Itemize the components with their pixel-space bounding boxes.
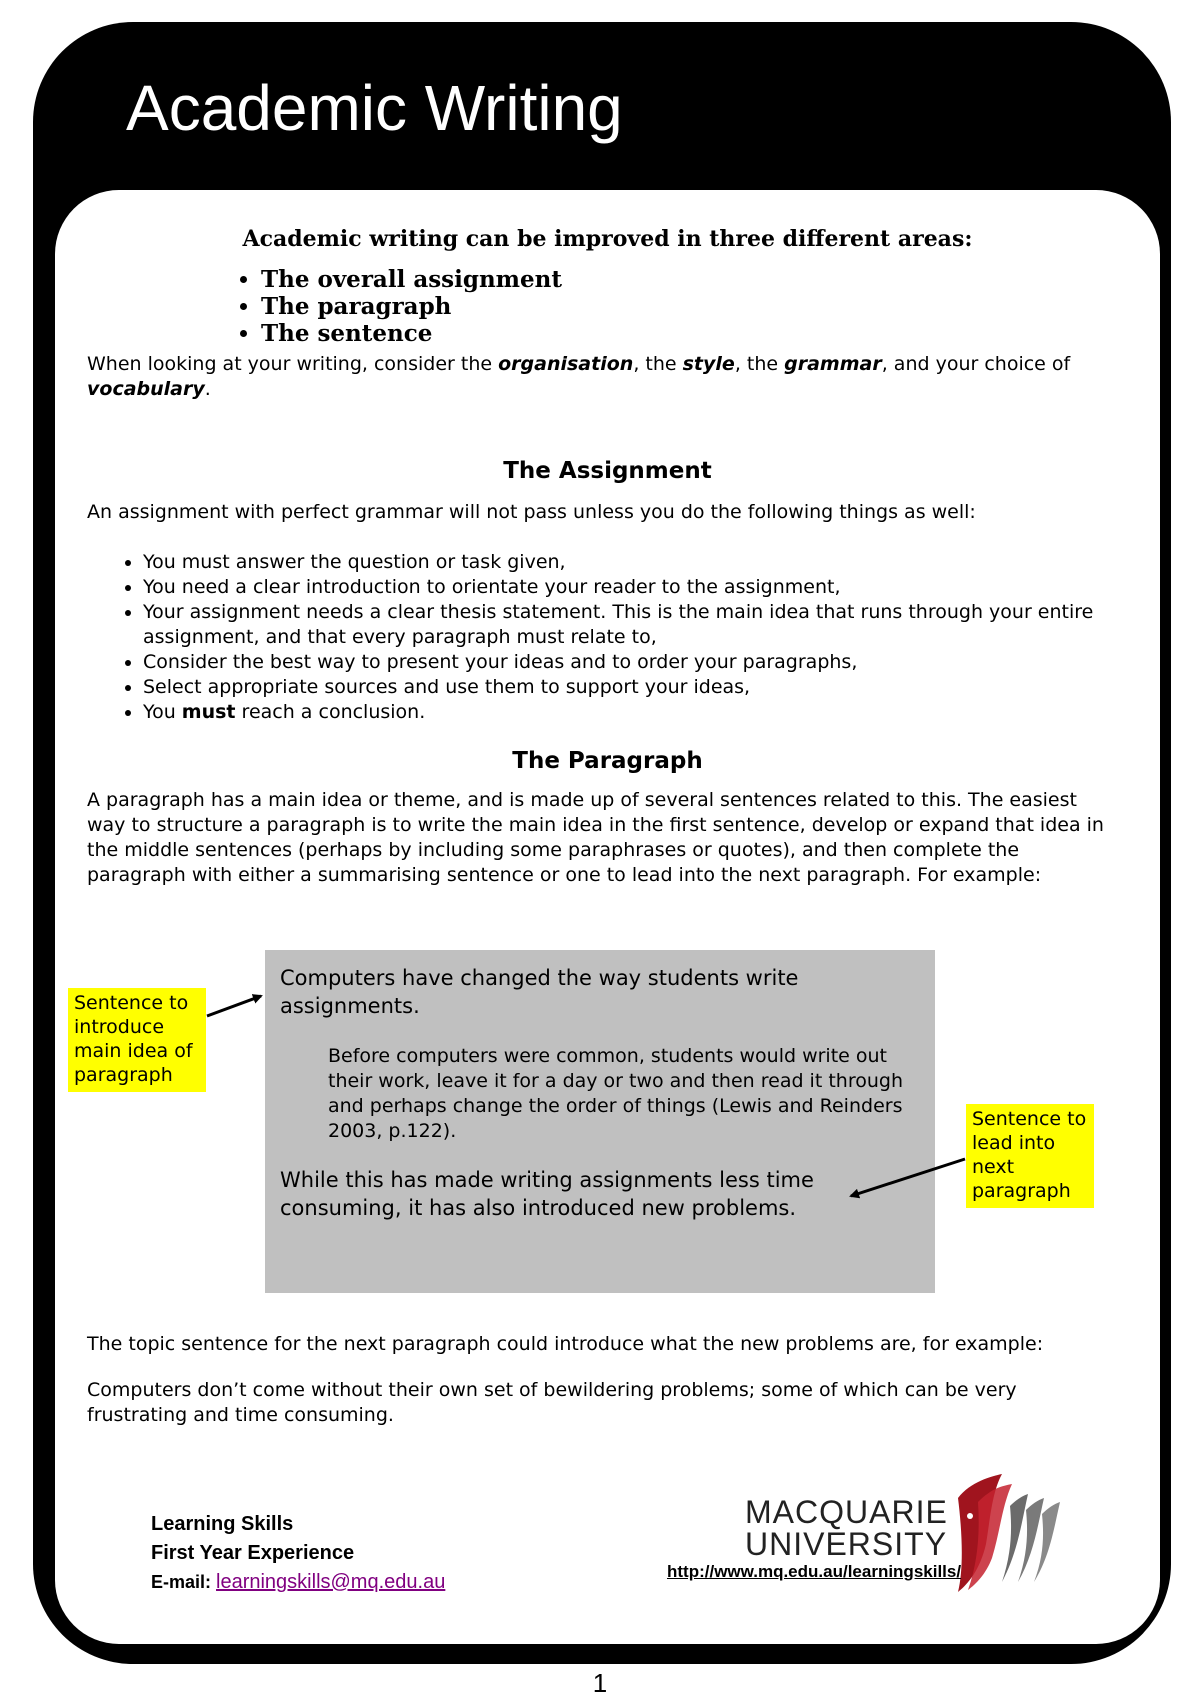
content-panel [55, 190, 1160, 1644]
list-item: • You must answer the question or task given, [143, 550, 1153, 575]
website-link[interactable]: http://www.mq.edu.au/learningskills/ [667, 1562, 962, 1581]
example-quote: Before computers were common, students would write out their work, leave it for a day or two and then read it through and perhaps change the order of things (Lewis and Reinders 2003, p.122). [328, 1045, 903, 1142]
example-closing-sentence: While this has made writing assignments less time consuming, it has also introduced new problems. [280, 1168, 814, 1220]
example-topic-sentence: Computers have changed the way students write assignments. [280, 966, 799, 1018]
list-item: • Your assignment needs a clear thesis statement. This is the main idea that runs through your entire assignment, and that every paragraph must relate to, [143, 600, 1153, 650]
next-topic-sentence-example: Computers don’t come without their own set of bewildering problems; some of which can be very frustrating and time consuming. [87, 1379, 1017, 1426]
text-run: You [143, 701, 182, 723]
assignment-heading: The Assignment [503, 458, 712, 484]
page-title: Academic Writing [126, 72, 623, 144]
logo-line-2: UNIVERSITY [745, 1526, 948, 1562]
list-item: • The overall assignment [261, 266, 562, 293]
list-item: • You need a clear introduction to orientate your reader to the assignment, [143, 575, 1153, 600]
email-label: E-mail: [151, 1572, 217, 1592]
email-line [151, 1568, 445, 1597]
text-run: , and your choice of [881, 353, 1071, 375]
text-run: reach a conclusion. [235, 701, 426, 723]
program-name: First Year Experience [151, 1542, 355, 1564]
assignment-lead: An assignment with perfect grammar will not pass unless you do the following things as well: [87, 501, 976, 523]
unit-name: Learning Skills [151, 1513, 294, 1535]
list-item: • The sentence [261, 320, 562, 347]
list-item: • Select appropriate sources and use them to support your ideas, [143, 675, 1153, 700]
paragraph-body: A paragraph has a main idea or theme, and is made up of several sentences related to this. The easiest way to structure a paragraph is to write the main idea in the first sentence, develop or expand that idea in the middle sentences (perhaps by including some paraphrases or quotes), and then complete the paragraph with either a summarising sentence or one to lead into the next paragraph. For example: [87, 789, 1104, 886]
text-run: , the [734, 353, 785, 375]
list-item: • Consider the best way to present your ideas and to order your paragraphs, [143, 650, 1153, 675]
emphasis-must: must [181, 701, 236, 723]
text-run: , the [633, 353, 683, 375]
page-number: 1 [592, 1668, 608, 1698]
callout-linking-sentence: Sentence to lead into next paragraph [966, 1104, 1094, 1208]
email-link[interactable]: learningskills@mq.edu.au [216, 1571, 446, 1593]
intro-heading: Academic writing can be improved in three different areas: [242, 226, 973, 252]
list-item: • The paragraph [261, 293, 562, 320]
text-run: When looking at your writing, consider the [87, 353, 499, 375]
text-run: . [204, 378, 211, 400]
emphasis-style: style [682, 353, 735, 375]
arrow-to-closing-sentence [851, 1159, 965, 1196]
logo-line-1: MACQUARIE [745, 1494, 948, 1530]
university-logo [745, 1496, 948, 1560]
footer-contact [151, 1510, 445, 1597]
paragraph-heading: The Paragraph [512, 748, 703, 774]
emphasis-vocabulary: vocabulary [87, 378, 205, 400]
next-paragraph-intro: The topic sentence for the next paragraph could introduce what the new problems are, for example: [87, 1333, 1044, 1355]
callout-topic-sentence: Sentence to introduce main idea of paragraph [68, 988, 206, 1092]
arrow-to-topic-sentence [207, 996, 261, 1016]
emphasis-grammar: grammar [784, 353, 882, 375]
emphasis-organisation: organisation [498, 353, 634, 375]
